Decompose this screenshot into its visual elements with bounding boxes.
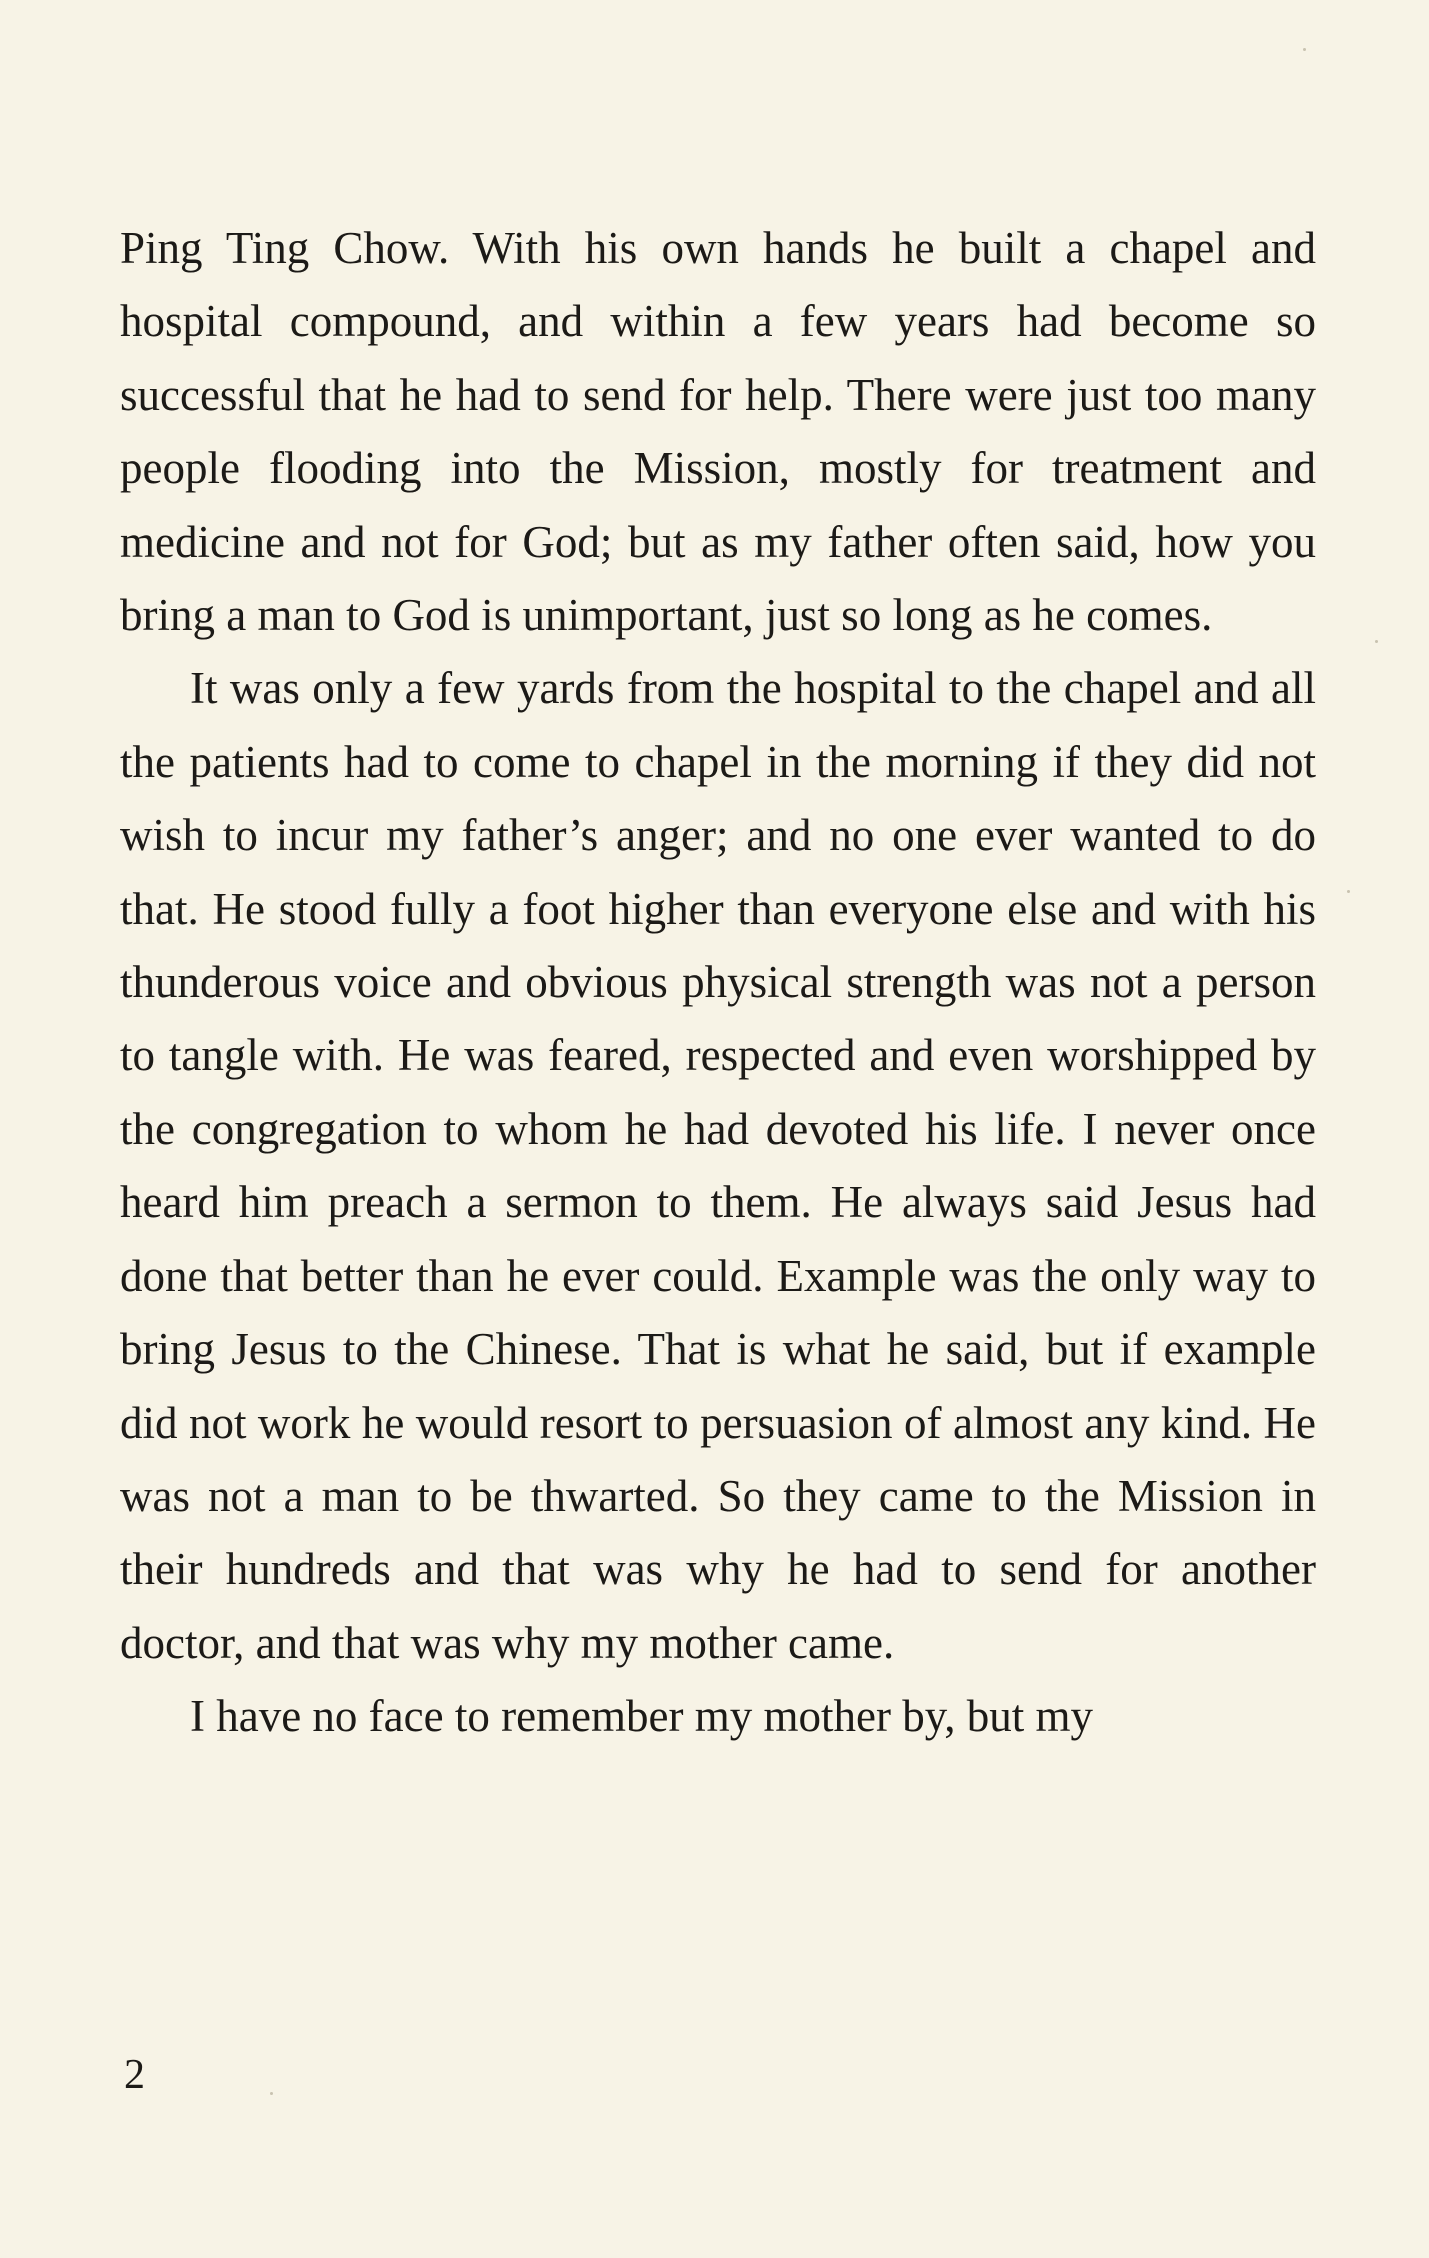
body-text [120, 212, 1316, 1754]
paper-speck [1303, 48, 1306, 51]
paper-speck [1347, 890, 1350, 893]
paragraph-2: It was only a few yards from the hospital to the chapel and all the patients had to come to chapel in the morning if they did not wish to incur my father’s anger; and no one ever wanted to do that. He stood fully a foot higher than everyone else and with his thunderous voice and obvious physical strength was not a person to tangle with. He was feared, respected and even worshipped by the congregation to whom he had devoted his life. I never once heard him preach a sermon to them. He always said Jesus had done that better than he ever could. Example was the only way to bring Jesus to the Chinese. That is what he said, but if example did not work he would resort to persuasion of almost any kind. He was not a man to be thwarted. So they came to the Mission in their hundreds and that was why he had to send for another doctor, and that was why my mother came. [120, 663, 1316, 1668]
page-number: 2 [124, 2052, 145, 2098]
paragraph-1: Ping Ting Chow. With his own hands he built a chapel and hospital compound, and within a few years had become so successful that he had to send for help. There were just too many people flooding into the Mission, mostly for treatment and medicine and not for God; but as my father often said, how you bring a man to God is unimportant, just so long as he comes. [120, 223, 1316, 641]
paragraph-3: I have no face to remember my mother by, but my [190, 1691, 1094, 1742]
paper-speck [270, 2092, 273, 2095]
paper-speck [1375, 640, 1378, 643]
